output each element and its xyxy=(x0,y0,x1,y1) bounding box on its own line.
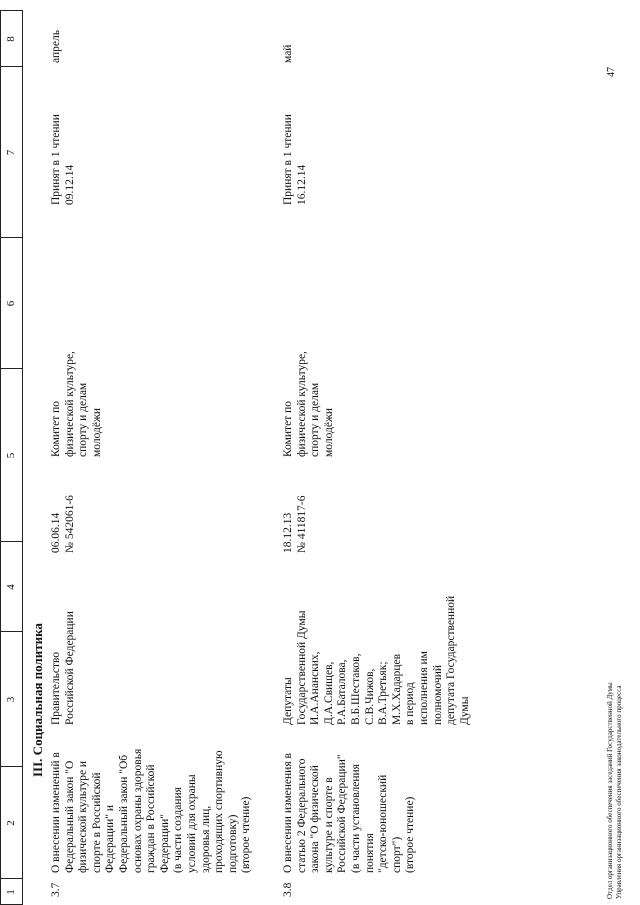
row-3-7-status: Принят в 1 чтении 09.12.14 xyxy=(50,114,76,205)
footer-department xyxy=(606,479,624,899)
row-3-8-month: май xyxy=(282,44,294,63)
column-number-8: 8 xyxy=(5,36,17,42)
row-3-7-registration: 06.06.14 № 542061-6 xyxy=(50,495,76,553)
row-3-7-number: 3.7 xyxy=(50,882,62,897)
footer-line-2: Управления организационного обеспечения законодательного процесса xyxy=(615,685,623,899)
table-top-border xyxy=(0,10,1,905)
column-number-5: 5 xyxy=(5,452,17,459)
column-number-4: 4 xyxy=(5,584,17,590)
footer-line-1: Отдел организационного обеспечения заседаний Государственной Думы xyxy=(606,682,614,899)
row-3-8-committee: Комитет по физической культуре, спорту и делам молодёжи xyxy=(282,351,335,457)
row-3-8-author: Депутаты Государственной Думы И.А.Ананских, Д.А.Свищев, Р.А.Баталова, В.Б.Шестаков, С.В.Чижов, В.А.Третьяк; М.Х.Хадарцев в период исполнения им полномочий депутата Государственной Думы xyxy=(282,595,471,725)
row-3-8-number: 3.8 xyxy=(282,882,294,897)
row-3-8-status: Принят в 1 чтении 16.12.14 xyxy=(282,114,308,205)
page-number: 47 xyxy=(606,67,617,77)
header-bottom-border xyxy=(22,10,23,905)
row-3-7-month: апрель xyxy=(50,30,62,63)
row-3-7-committee: Комитет по физической культуре, спорту и делам молодёжи xyxy=(50,351,103,457)
column-number-2: 2 xyxy=(5,820,17,826)
row-3-7-author: Правительство Российской Федерации xyxy=(50,611,76,725)
column-number-6: 6 xyxy=(5,300,17,307)
column-number-7: 7 xyxy=(5,149,17,156)
column-number-1: 1 xyxy=(5,889,17,895)
row-3-8-title: О внесении изменения в статью 2 Федерального закона "О физической культуре и спорте в Российской Федерации" (в части установления понятия "детско-юношеский спорт") (второе чтение) xyxy=(282,753,417,873)
section-title: III. Социальная политика xyxy=(30,623,45,777)
column-number-3: 3 xyxy=(5,696,17,703)
row-3-7-title: О внесении изменений в Федеральный закон "О физической культуре и спорте в Российской Федерации" и Федеральный закон "Об основах охраны здоровья граждан в Российской Федерации" (в части создания условий для охраны здоровья лиц, проходящих спортивную подготовку) (второе чтение) xyxy=(50,748,253,873)
row-3-8-registration: 18.12.13 № 411817-6 xyxy=(282,495,308,553)
